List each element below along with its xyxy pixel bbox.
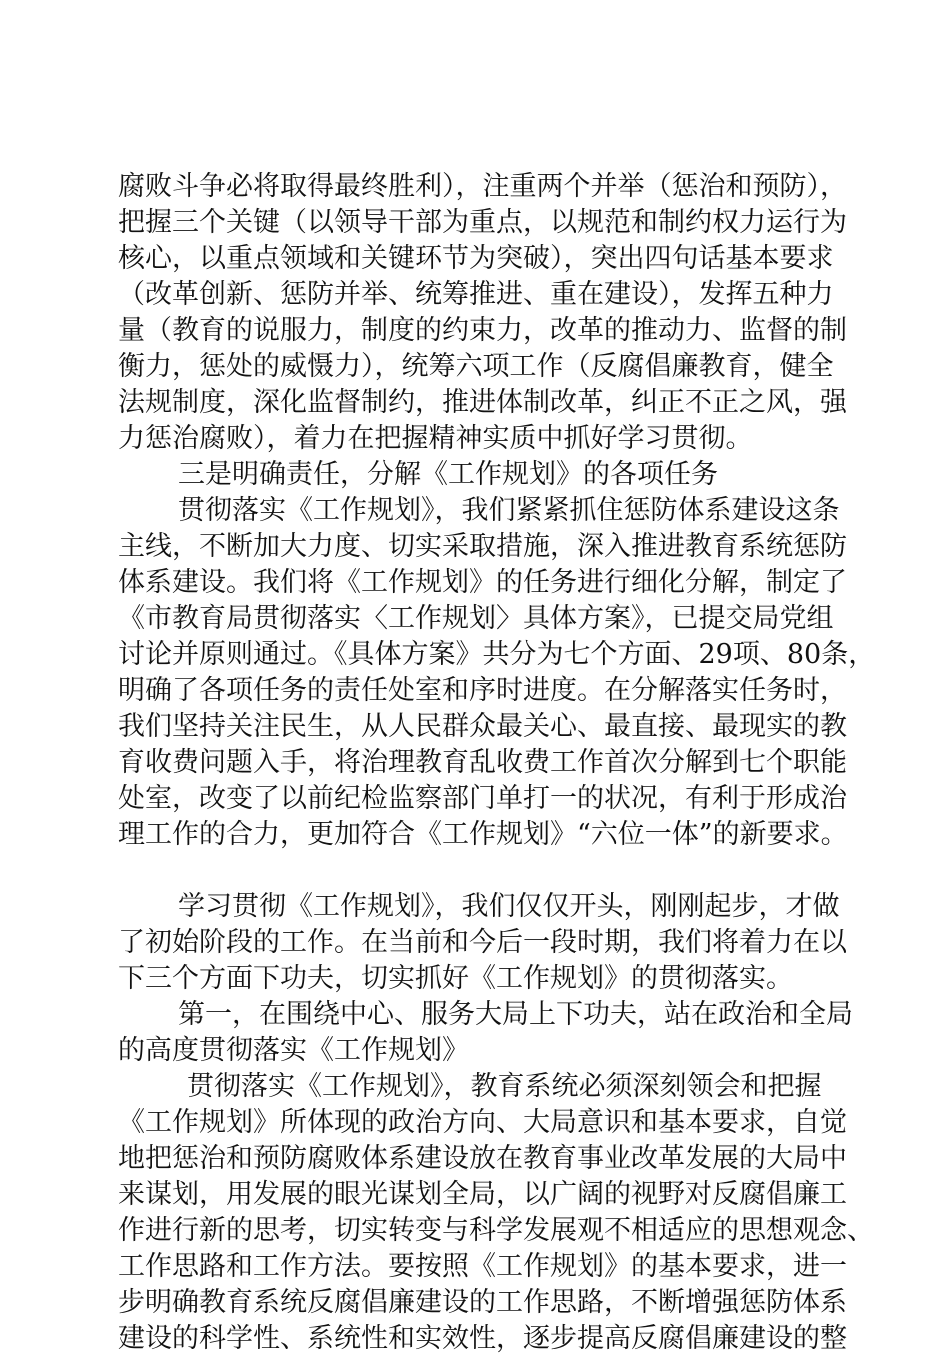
text-line: 体系建设。我们将《工作规划》的任务进行细化分解，制定了 [118,567,847,598]
text-line: 明确了各项任务的责任处室和序时进度。在分解落实任务时， [118,675,847,706]
section-heading: 的高度贯彻落实《工作规划》 [118,1035,469,1066]
text-line: 力惩治腐败），着力在把握精神实质中抓好学习贯彻。 [118,423,753,454]
text-line: 我们坚持关注民生，从人民群众最关心、最直接、最现实的教 [118,711,847,742]
text-line: 主线，不断加大力度、切实采取措施，深入推进教育系统惩防 [118,531,847,562]
text-line: 量（教育的说服力，制度的约束力，改革的推动力、监督的制 [118,315,847,346]
text-line: 下三个方面下功夫，切实抓好《工作规划》的贯彻落实。 [118,963,793,994]
text-line: 来谋划，用发展的眼光谋划全局，以广阔的视野对反腐倡廉工 [118,1179,847,1210]
text-line: 工作思路和工作方法。要按照《工作规划》的基本要求，进一 [118,1251,847,1282]
text-line: 处室，改变了以前纪检监察部门单打一的状况，有利于形成治 [118,783,847,814]
text-line: 学习贯彻《工作规划》，我们仅仅开头，刚刚起步，才做 [178,891,840,922]
text-line: 育收费问题入手，将治理教育乱收费工作首次分解到七个职能 [118,747,847,778]
text-line: （改革创新、惩防并举、统筹推进、重在建设），发挥五种力 [118,279,834,310]
text-line: 地把惩治和预防腐败体系建设放在教育事业改革发展的大局中 [118,1143,847,1174]
text-line: 了初始阶段的工作。在当前和今后一段时期，我们将着力在以 [118,927,847,958]
section-heading: 第一，在围绕中心、服务大局上下功夫，站在政治和全局 [178,999,853,1030]
section-heading: 三是明确责任，分解《工作规划》的各项任务 [178,459,718,490]
text-line: 《市教育局贯彻落实〈工作规划〉具体方案》，已提交局党组 [118,603,834,634]
text-line: 把握三个关键（以领导干部为重点，以规范和制约权力运行为 [118,207,847,238]
text-line: 建设的科学性、系统性和实效性，逐步提高反腐倡廉建设的整 [118,1323,847,1354]
text-line: 贯彻落实《工作规划》，我们紧紧抓住惩防体系建设这条 [178,495,840,526]
text-line: 法规制度，深化监督制约，推进体制改革，纠正不正之风，强 [118,387,847,418]
text-line: 《工作规划》所体现的政治方向、大局意识和基本要求，自觉 [118,1107,847,1138]
text-line: 步明确教育系统反腐倡廉建设的工作思路，不断增强惩防体系 [118,1287,847,1318]
text-line: 讨论并原则通过。《具体方案》共分为七个方面、29项、80条， [118,639,876,670]
text-line: 衡力，惩处的威慑力），统筹六项工作（反腐倡廉教育，健全 [118,351,834,382]
text-line: 理工作的合力，更加符合《工作规划》“六位一体”的新要求。 [118,819,848,850]
text-line: 作进行新的思考，切实转变与科学发展观不相适应的思想观念、 [118,1215,874,1246]
text-line: 核心，以重点领域和关键环节为突破），突出四句话基本要求 [118,243,834,274]
text-line: 贯彻落实《工作规划》，教育系统必须深刻领会和把握 [187,1071,822,1102]
text-line: 腐败斗争必将取得最终胜利），注重两个并举（惩治和预防）， [118,171,847,202]
